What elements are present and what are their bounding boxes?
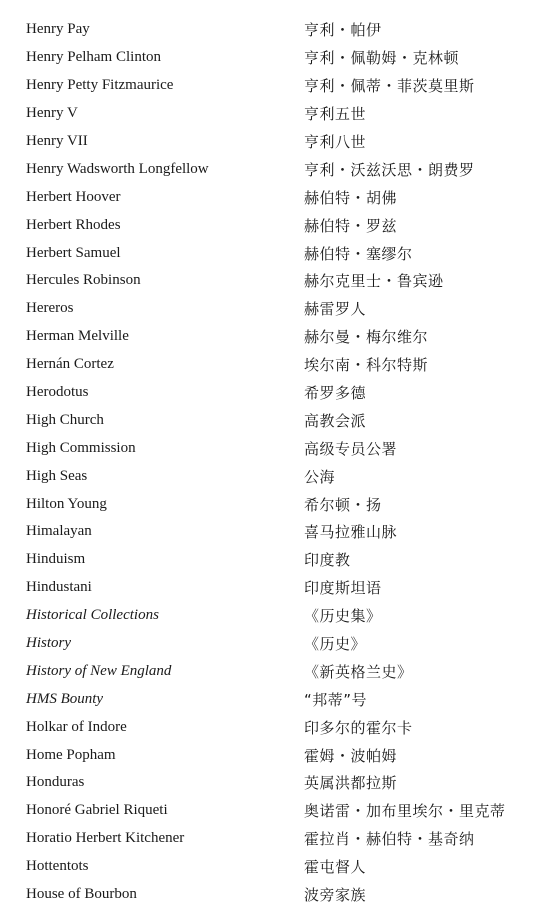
glossary-row bbox=[0, 155, 558, 183]
glossary-row bbox=[0, 406, 558, 434]
glossary-row bbox=[0, 211, 558, 239]
chinese-translation: 赫雷罗人 bbox=[304, 300, 367, 319]
chinese-translation: 公海 bbox=[304, 467, 336, 486]
glossary-row bbox=[0, 602, 558, 630]
glossary-row bbox=[0, 128, 558, 156]
english-term: High Commission bbox=[26, 439, 136, 456]
glossary-row bbox=[0, 239, 558, 267]
english-term: History bbox=[26, 635, 71, 652]
chinese-translation: 高教会派 bbox=[304, 411, 367, 430]
chinese-translation: 赫伯特・罗兹 bbox=[304, 216, 398, 235]
glossary-row bbox=[0, 853, 558, 881]
glossary-row bbox=[0, 769, 558, 797]
chinese-translation: “邦蒂”号 bbox=[304, 690, 368, 709]
chinese-translation: 亨利・沃兹沃思・朗费罗 bbox=[304, 160, 475, 179]
chinese-translation: 亨利五世 bbox=[304, 105, 367, 124]
english-term: Henry Wadsworth Longfellow bbox=[26, 160, 209, 177]
english-term: High Church bbox=[26, 411, 104, 428]
english-term: Hernán Cortez bbox=[26, 356, 114, 373]
glossary-row bbox=[0, 741, 558, 769]
english-term: Holkar of Indore bbox=[26, 718, 127, 735]
chinese-translation: 印度教 bbox=[304, 551, 351, 570]
glossary-row bbox=[0, 490, 558, 518]
english-term: Hercules Robinson bbox=[26, 272, 141, 289]
glossary-row bbox=[0, 295, 558, 323]
glossary-row bbox=[0, 825, 558, 853]
english-term: Hindustani bbox=[26, 579, 92, 596]
glossary-row bbox=[0, 351, 558, 379]
glossary-row bbox=[0, 462, 558, 490]
glossary-list bbox=[0, 16, 558, 909]
chinese-translation: 赫伯特・塞缪尔 bbox=[304, 244, 413, 263]
glossary-row bbox=[0, 44, 558, 72]
chinese-translation: 喜马拉雅山脉 bbox=[304, 523, 398, 542]
chinese-translation: 高级专员公署 bbox=[304, 439, 398, 458]
chinese-translation: 赫尔曼・梅尔维尔 bbox=[304, 328, 429, 347]
chinese-translation: 《新英格兰史》 bbox=[304, 662, 413, 681]
chinese-translation: 埃尔南・科尔特斯 bbox=[304, 356, 429, 375]
english-term: Hereros bbox=[26, 300, 74, 317]
glossary-row bbox=[0, 657, 558, 685]
glossary-row bbox=[0, 881, 558, 909]
english-term: Hinduism bbox=[26, 551, 86, 568]
chinese-translation: 希罗多德 bbox=[304, 384, 367, 403]
chinese-translation: 《历史》 bbox=[304, 635, 367, 654]
glossary-row bbox=[0, 100, 558, 128]
glossary-row bbox=[0, 713, 558, 741]
glossary-row bbox=[0, 323, 558, 351]
chinese-translation: 波旁家族 bbox=[304, 886, 367, 905]
glossary-row bbox=[0, 685, 558, 713]
english-term: Herbert Hoover bbox=[26, 188, 121, 205]
english-term: History of New England bbox=[26, 662, 172, 679]
english-term: Herman Melville bbox=[26, 328, 129, 345]
chinese-translation: 赫伯特・胡佛 bbox=[304, 188, 398, 207]
glossary-row bbox=[0, 379, 558, 407]
english-term: Hottentots bbox=[26, 858, 89, 875]
english-term: Herbert Samuel bbox=[26, 244, 121, 261]
chinese-translation: 《历史集》 bbox=[304, 607, 382, 626]
chinese-translation: 亨利・佩勒姆・克林顿 bbox=[304, 49, 460, 68]
glossary-row bbox=[0, 183, 558, 211]
chinese-translation: 亨利八世 bbox=[304, 133, 367, 151]
chinese-translation: 希尔顿・扬 bbox=[304, 495, 382, 514]
chinese-translation: 霍拉肖・赫伯特・基奇纳 bbox=[304, 830, 475, 849]
english-term: House of Bourbon bbox=[26, 886, 137, 903]
glossary-row bbox=[0, 797, 558, 825]
chinese-translation: 霍姆・波帕姆 bbox=[304, 746, 398, 765]
english-term: Himalayan bbox=[26, 523, 92, 540]
glossary-row bbox=[0, 16, 558, 44]
english-term: HMS Bounty bbox=[26, 690, 104, 707]
english-term: High Seas bbox=[26, 467, 88, 484]
chinese-translation: 印多尔的霍尔卡 bbox=[304, 718, 413, 737]
english-term: Honoré Gabriel Riqueti bbox=[26, 802, 168, 819]
glossary-row bbox=[0, 72, 558, 100]
english-term: Historical Collections bbox=[26, 607, 159, 624]
glossary-row bbox=[0, 434, 558, 462]
chinese-translation: 赫尔克里士・鲁宾逊 bbox=[304, 272, 444, 291]
chinese-translation: 英属洪都拉斯 bbox=[304, 774, 398, 793]
chinese-translation: 亨利・佩蒂・菲茨莫里斯 bbox=[304, 77, 475, 96]
glossary-row bbox=[0, 518, 558, 546]
glossary-row bbox=[0, 546, 558, 574]
english-term: Henry V bbox=[26, 105, 78, 122]
chinese-translation: 亨利・帕伊 bbox=[304, 21, 382, 40]
glossary-row bbox=[0, 630, 558, 658]
english-term: Herbert Rhodes bbox=[26, 216, 121, 233]
english-term: Hilton Young bbox=[26, 495, 107, 512]
english-term: Henry VII bbox=[26, 133, 88, 149]
english-term: Home Popham bbox=[26, 746, 116, 763]
english-term: Honduras bbox=[26, 774, 85, 791]
english-term: Herodotus bbox=[26, 384, 89, 401]
chinese-translation: 印度斯坦语 bbox=[304, 579, 382, 598]
english-term: Henry Pelham Clinton bbox=[26, 49, 161, 66]
english-term: Henry Petty Fitzmaurice bbox=[26, 77, 174, 94]
english-term: Henry Pay bbox=[26, 21, 90, 38]
chinese-translation: 霍屯督人 bbox=[304, 858, 367, 877]
glossary-row bbox=[0, 574, 558, 602]
chinese-translation: 奥诺雷・加布里埃尔・里克蒂 bbox=[304, 802, 506, 821]
glossary-row bbox=[0, 267, 558, 295]
english-term: Horatio Herbert Kitchener bbox=[26, 830, 185, 847]
